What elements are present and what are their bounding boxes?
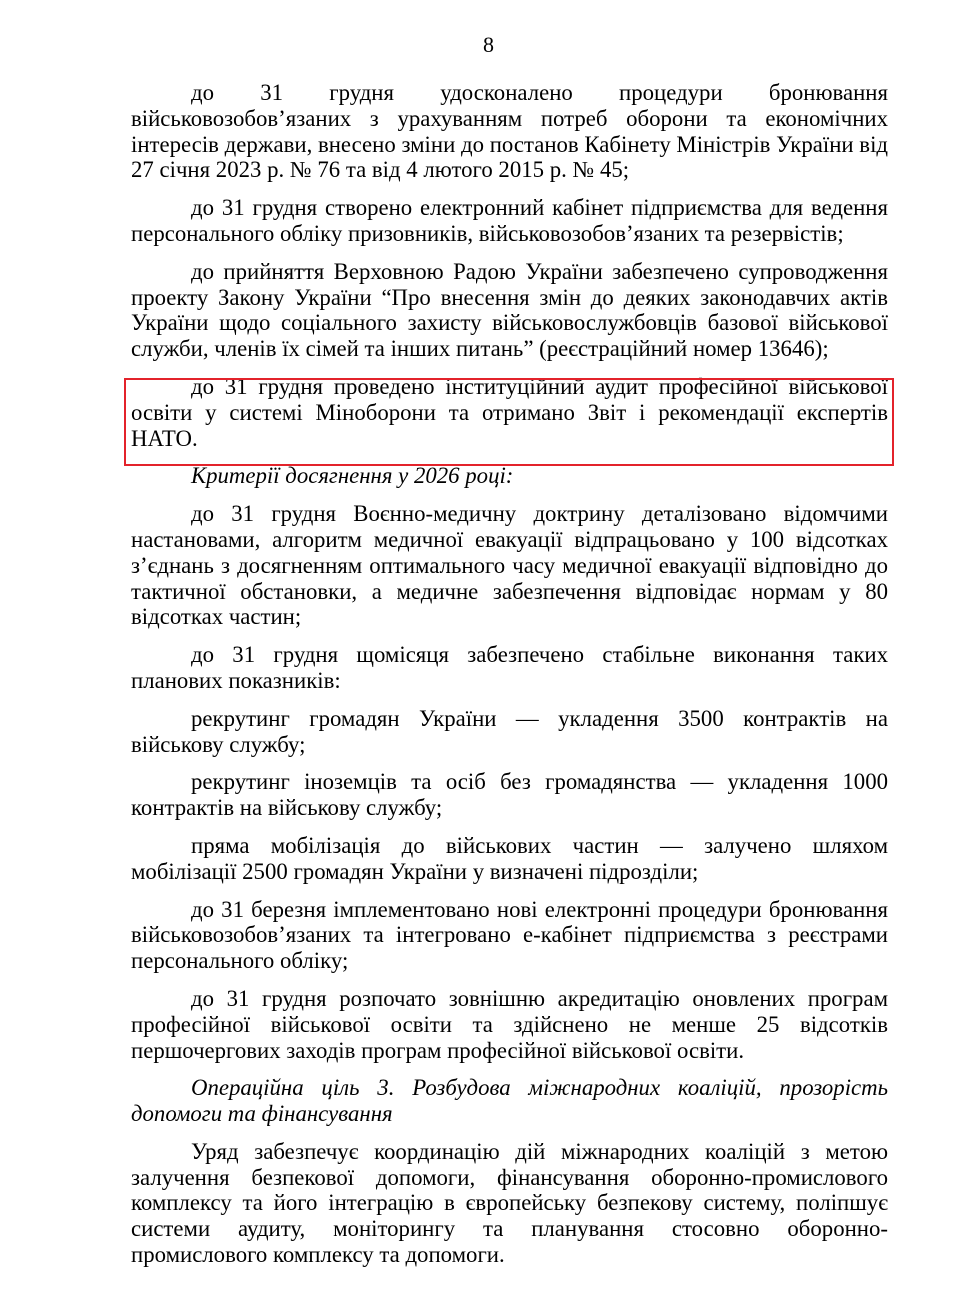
paragraph-reservation-procedures: до 31 грудня удосконалено процедури бронювання військовозобов’язаних з урахуванням потреб оборони та економічних інтересів держави, внесено зміни до постанов Кабінету Міністрів України від 27 січня 2023 р. № 76 та від 4 лютого 2015 р. № 45; bbox=[131, 80, 888, 183]
paragraph-monthly-indicators: до 31 грудня щомісяця забезпечено стабільне виконання таких планових показників: bbox=[131, 642, 888, 693]
paragraph-recruiting-citizens: рекрутинг громадян України — укладення 3500 контрактів на військову службу; bbox=[131, 705, 888, 757]
paragraph-electronic-reservation: до 31 березня імплементовано нові електронні процедури бронювання військовозобов’язаних та інтегровано е-кабінет підприємства з реєстрами персонального обліку; bbox=[131, 896, 888, 974]
paragraph-draft-law-support: до прийняття Верховною Радою України забезпечено супроводження проекту Закону України “Про внесення змін до деяких законодавчих актів України щодо соціального захисту військовослужбовців базової військової служби, членів їх сімей та інших питань” (реєстраційний номер 13646); bbox=[131, 258, 888, 362]
paragraph-recruiting-foreigners: рекрутинг іноземців та осіб без громадянства — укладення 1000 контрактів на військову службу; bbox=[131, 769, 888, 821]
paragraph-institutional-audit: до 31 грудня проведено інституційний аудит професійної військової освіти у системі Міноборони та отримано Звіт і рекомендації експертів НАТО. bbox=[131, 373, 888, 451]
paragraph-government-coordination: Уряд забезпечує координацію дій міжнародних коаліцій з метою залучення безпекової допомоги, фінансування оборонно-промислового комплексу та його інтеграцію в європейську безпекову систему, поліпшує системи аудиту, моніторингу та планування стосовно оборонно-промислового комплексу та допомоги. bbox=[131, 1138, 888, 1268]
paragraph-direct-mobilization: пряма мобілізація до військових частин — залучено шляхом мобілізації 2500 громадян України у визначені підрозділи; bbox=[131, 832, 888, 884]
heading-criteria-2026: Критерії досягнення у 2026 році: bbox=[191, 463, 514, 489]
paragraph-enterprise-cabinet: до 31 грудня створено електронний кабінет підприємства для ведення персонального обліку призовників, військовозобов’язаних та резервістів; bbox=[131, 195, 888, 246]
document-body bbox=[131, 80, 888, 1268]
paragraph-external-accreditation: до 31 грудня розпочато зовнішню акредитацію оновлених програм професійної військової освіти та здійснено не менше 25 відсотків першочергових заходів програм професійної військової освіти. bbox=[131, 985, 888, 1063]
paragraph-medical-doctrine: до 31 грудня Воєнно-медичну доктрину деталізовано відомчими настановами, алгоритм медичної евакуації відпрацьовано у 100 відсотках з’єднань з досягненням оптимального часу медичної евакуації відповідно до тактичної обстановки, а медичне забезпечення відповідає нормам у 80 відсотках частин; bbox=[131, 501, 888, 630]
heading-operational-goal-3: Операційна ціль 3. Розбудова міжнародних коаліцій, прозорість допомоги та фінансування bbox=[131, 1075, 888, 1127]
page-number: 8 bbox=[483, 32, 494, 57]
